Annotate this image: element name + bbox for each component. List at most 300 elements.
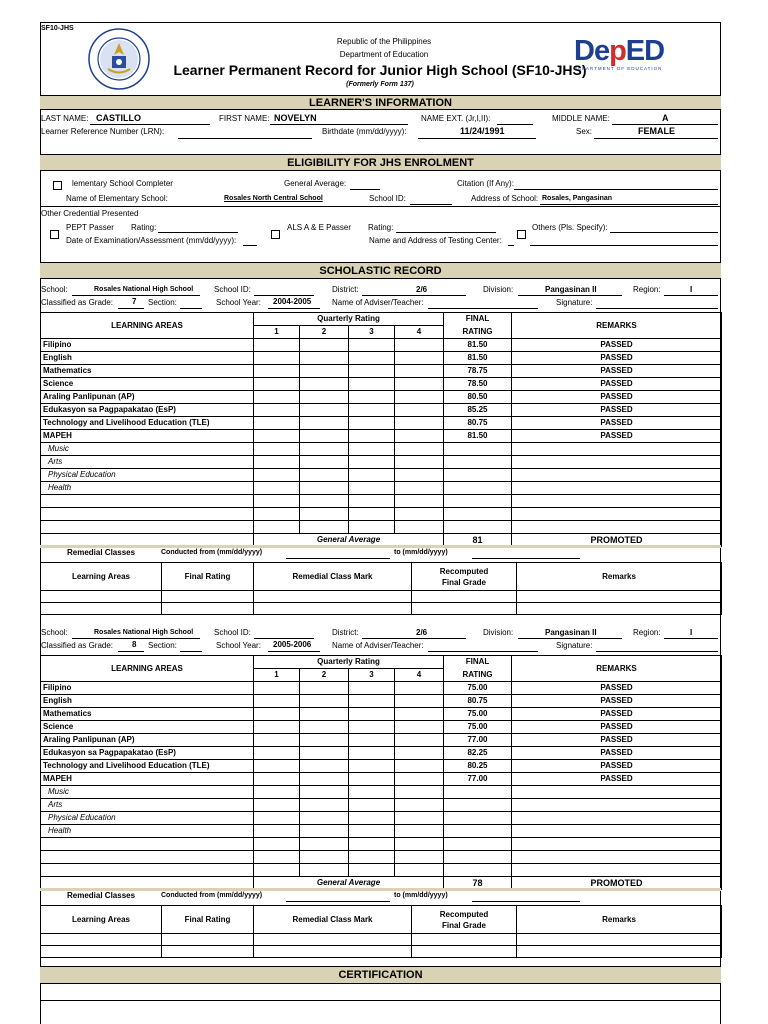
remarks-cell[interactable] bbox=[512, 443, 722, 456]
quarter-grade-cell[interactable] bbox=[254, 417, 300, 430]
quarter-grade-cell[interactable] bbox=[395, 482, 444, 495]
table-row bbox=[41, 825, 722, 838]
quarter-grade-cell[interactable] bbox=[254, 495, 300, 508]
table-row bbox=[41, 365, 722, 378]
remarks-cell[interactable]: PASSED bbox=[512, 682, 722, 695]
school-year-underline bbox=[268, 308, 320, 309]
quarter-grade-cell[interactable] bbox=[349, 430, 395, 443]
grade-value[interactable]: 8 bbox=[132, 640, 137, 649]
remarks-cell[interactable]: PASSED bbox=[512, 417, 722, 430]
first-name-label: FIRST NAME: bbox=[219, 114, 270, 123]
final-rating-cell[interactable]: 80.25 bbox=[444, 760, 512, 773]
quarter-grade-cell[interactable] bbox=[349, 352, 395, 365]
remarks-cell[interactable]: PASSED bbox=[512, 391, 722, 404]
remarks-cell[interactable]: PASSED bbox=[512, 734, 722, 747]
district-value[interactable]: 2/6 bbox=[416, 628, 428, 637]
als-checkbox[interactable] bbox=[271, 230, 280, 239]
classified-label: Classified as Grade: bbox=[41, 298, 114, 307]
quarter-grade-cell[interactable] bbox=[254, 456, 300, 469]
remarks-cell[interactable]: PASSED bbox=[512, 378, 722, 391]
remedial-cell[interactable] bbox=[41, 591, 162, 603]
quarter-grade-cell[interactable] bbox=[349, 864, 395, 877]
general-average-label: General Average bbox=[254, 877, 444, 890]
quarter-grade-cell[interactable] bbox=[300, 760, 349, 773]
quarter-grade-cell[interactable] bbox=[254, 404, 300, 417]
remedial-table bbox=[40, 905, 722, 958]
learning-area-cell: Physical Education bbox=[41, 812, 254, 825]
remarks-cell[interactable] bbox=[512, 456, 722, 469]
final-rating-header-2: RATING bbox=[444, 669, 512, 682]
quarter-grade-cell[interactable] bbox=[395, 521, 444, 534]
quarter-grade-cell[interactable] bbox=[254, 430, 300, 443]
final-rating-cell[interactable]: 80.75 bbox=[444, 417, 512, 430]
certification-header: CERTIFICATION bbox=[40, 966, 721, 984]
remedial-cell[interactable] bbox=[517, 946, 722, 958]
remarks-cell[interactable] bbox=[512, 469, 722, 482]
quarter-grade-cell[interactable] bbox=[254, 864, 300, 877]
final-rating-cell[interactable]: 81.50 bbox=[444, 352, 512, 365]
district-value[interactable]: 2/6 bbox=[416, 285, 428, 294]
quarter-grade-cell[interactable] bbox=[300, 430, 349, 443]
final-rating-cell[interactable] bbox=[444, 812, 512, 825]
remedial-cell[interactable] bbox=[412, 934, 517, 946]
division-value[interactable]: Pangasinan II bbox=[545, 628, 597, 637]
quarter-grade-cell[interactable] bbox=[254, 825, 300, 838]
final-rating-cell[interactable]: 75.00 bbox=[444, 721, 512, 734]
final-rating-cell[interactable]: 77.00 bbox=[444, 773, 512, 786]
quarter-header: 4 bbox=[395, 669, 444, 682]
final-rating-cell[interactable] bbox=[444, 851, 512, 864]
remedial-cell[interactable] bbox=[162, 934, 254, 946]
division-label: Division: bbox=[483, 628, 514, 637]
quarter-grade-cell[interactable] bbox=[300, 695, 349, 708]
table-row bbox=[41, 747, 722, 760]
remedial-classes-label: Remedial Classes bbox=[67, 891, 136, 900]
remarks-cell[interactable] bbox=[512, 825, 722, 838]
quarter-grade-cell[interactable] bbox=[254, 747, 300, 760]
elem-completer-checkbox[interactable] bbox=[53, 181, 62, 190]
final-rating-cell[interactable]: 81.50 bbox=[444, 339, 512, 352]
quarter-grade-cell[interactable] bbox=[300, 851, 349, 864]
quarter-grade-cell[interactable] bbox=[395, 825, 444, 838]
quarter-grade-cell[interactable] bbox=[254, 786, 300, 799]
rem-final-rating-header: Final Rating bbox=[162, 906, 254, 934]
quarter-grade-cell[interactable] bbox=[395, 378, 444, 391]
region-value[interactable]: I bbox=[690, 628, 693, 637]
remedial-cell[interactable] bbox=[162, 591, 254, 603]
quarter-grade-cell[interactable] bbox=[254, 391, 300, 404]
quarter-grade-cell[interactable] bbox=[254, 482, 300, 495]
to-underline bbox=[472, 901, 580, 902]
remarks-header: REMARKS bbox=[512, 313, 722, 339]
general-average-value[interactable]: 78 bbox=[444, 877, 512, 890]
quarter-grade-cell[interactable] bbox=[254, 773, 300, 786]
quarter-grade-cell[interactable] bbox=[254, 469, 300, 482]
quarter-grade-cell[interactable] bbox=[395, 747, 444, 760]
quarter-grade-cell[interactable] bbox=[395, 695, 444, 708]
last-name-label: LAST NAME: bbox=[41, 114, 89, 123]
quarter-grade-cell[interactable] bbox=[254, 812, 300, 825]
quarter-grade-cell[interactable] bbox=[349, 443, 395, 456]
remarks-cell[interactable] bbox=[512, 786, 722, 799]
address-value[interactable]: Rosales, Pangasinan bbox=[542, 195, 613, 202]
quarter-grade-cell[interactable] bbox=[349, 521, 395, 534]
quarter-grade-cell[interactable] bbox=[395, 773, 444, 786]
quarter-grade-cell[interactable] bbox=[349, 682, 395, 695]
quarter-grade-cell[interactable] bbox=[300, 734, 349, 747]
birthdate-value[interactable]: 11/24/1991 bbox=[460, 126, 505, 136]
final-rating-cell[interactable]: 85.25 bbox=[444, 404, 512, 417]
quarter-grade-cell[interactable] bbox=[349, 773, 395, 786]
quarter-grade-cell[interactable] bbox=[254, 378, 300, 391]
quarter-grade-cell[interactable] bbox=[349, 721, 395, 734]
quarter-grade-cell[interactable] bbox=[300, 508, 349, 521]
quarter-grade-cell[interactable] bbox=[254, 682, 300, 695]
remarks-cell[interactable]: PASSED bbox=[512, 695, 722, 708]
quarter-grade-cell[interactable] bbox=[300, 799, 349, 812]
remedial-table bbox=[40, 562, 722, 615]
division-underline bbox=[518, 638, 622, 639]
final-rating-cell[interactable] bbox=[444, 482, 512, 495]
quarter-grade-cell[interactable] bbox=[395, 469, 444, 482]
quarter-grade-cell[interactable] bbox=[254, 339, 300, 352]
quarter-grade-cell[interactable] bbox=[349, 734, 395, 747]
final-rating-cell[interactable] bbox=[444, 786, 512, 799]
table-row bbox=[41, 469, 722, 482]
quarter-grade-cell[interactable] bbox=[300, 482, 349, 495]
quarter-grade-cell[interactable] bbox=[349, 365, 395, 378]
quarter-grade-cell[interactable] bbox=[349, 825, 395, 838]
rem-learning-areas-header: Learning Areas bbox=[41, 906, 162, 934]
conducted-from-label: Conducted from (mm/dd/yyyy) bbox=[161, 892, 263, 899]
final-rating-cell[interactable] bbox=[444, 825, 512, 838]
remarks-cell[interactable] bbox=[512, 482, 722, 495]
quarter-grade-cell[interactable] bbox=[395, 508, 444, 521]
quarter-grade-cell[interactable] bbox=[300, 404, 349, 417]
final-rating-cell[interactable] bbox=[444, 864, 512, 877]
remarks-cell[interactable]: PASSED bbox=[512, 430, 722, 443]
remedial-cell[interactable] bbox=[162, 603, 254, 615]
quarter-grade-cell[interactable] bbox=[254, 851, 300, 864]
section-underline bbox=[180, 308, 202, 309]
quarter-grade-cell[interactable] bbox=[300, 838, 349, 851]
quarter-grade-cell[interactable] bbox=[300, 812, 349, 825]
learning-area-cell: English bbox=[41, 695, 254, 708]
final-rating-cell[interactable] bbox=[444, 495, 512, 508]
quarter-grade-cell[interactable] bbox=[395, 864, 444, 877]
region-underline bbox=[664, 295, 718, 296]
remarks-cell[interactable]: PASSED bbox=[512, 747, 722, 760]
quarter-grade-cell[interactable] bbox=[395, 799, 444, 812]
quarter-grade-cell[interactable] bbox=[254, 508, 300, 521]
remarks-cell[interactable]: PASSED bbox=[512, 721, 722, 734]
quarter-grade-cell[interactable] bbox=[395, 352, 444, 365]
republic-text: Republic of the Philippines bbox=[336, 37, 432, 46]
school-underline bbox=[72, 295, 200, 296]
quarter-grade-cell[interactable] bbox=[349, 799, 395, 812]
quarter-grade-cell[interactable] bbox=[254, 708, 300, 721]
remedial-cell[interactable] bbox=[412, 946, 517, 958]
quarter-grade-cell[interactable] bbox=[300, 773, 349, 786]
remarks-cell[interactable]: PASSED bbox=[512, 365, 722, 378]
quarter-grade-cell[interactable] bbox=[349, 695, 395, 708]
quarter-grade-cell[interactable] bbox=[254, 838, 300, 851]
table-row bbox=[41, 456, 722, 469]
final-rating-cell[interactable] bbox=[444, 469, 512, 482]
grades-header-row bbox=[41, 313, 722, 326]
final-rating-header: FINAL bbox=[444, 313, 512, 326]
quarter-grade-cell[interactable] bbox=[395, 495, 444, 508]
quarter-grade-cell[interactable] bbox=[300, 365, 349, 378]
remarks-cell[interactable]: PASSED bbox=[512, 352, 722, 365]
als-rating-label: Rating: bbox=[368, 223, 394, 232]
learning-area-cell: Science bbox=[41, 378, 254, 391]
remedial-cell[interactable] bbox=[162, 946, 254, 958]
remarks-cell[interactable]: PASSED bbox=[512, 339, 722, 352]
others-label: Others (Pls. Specify): bbox=[532, 223, 608, 232]
quarter-grade-cell[interactable] bbox=[349, 508, 395, 521]
quarter-grade-cell[interactable] bbox=[300, 864, 349, 877]
quarter-grade-cell[interactable] bbox=[300, 391, 349, 404]
remedial-cell[interactable] bbox=[412, 591, 517, 603]
grades-table bbox=[40, 655, 722, 890]
school-value[interactable]: Rosales National High School bbox=[94, 629, 194, 636]
quarter-grade-cell[interactable] bbox=[300, 825, 349, 838]
quarter-grade-cell[interactable] bbox=[349, 708, 395, 721]
remarks-cell[interactable] bbox=[512, 838, 722, 851]
quarter-grade-cell[interactable] bbox=[349, 851, 395, 864]
quarter-grade-cell[interactable] bbox=[349, 760, 395, 773]
quarter-grade-cell[interactable] bbox=[300, 417, 349, 430]
quarter-grade-cell[interactable] bbox=[395, 404, 444, 417]
recomputed-line-2: Final Grade bbox=[441, 577, 486, 587]
quarter-grade-cell[interactable] bbox=[300, 721, 349, 734]
remarks-cell[interactable] bbox=[512, 495, 722, 508]
sex-value[interactable]: FEMALE bbox=[638, 126, 675, 136]
quarter-grade-cell[interactable] bbox=[300, 339, 349, 352]
quarter-grade-cell[interactable] bbox=[300, 495, 349, 508]
table-row bbox=[41, 734, 722, 747]
table-row bbox=[41, 721, 722, 734]
learning-area-cell: Filipino bbox=[41, 682, 254, 695]
remarks-cell[interactable] bbox=[512, 521, 722, 534]
quarter-grade-cell[interactable] bbox=[395, 721, 444, 734]
quarter-grade-cell[interactable] bbox=[395, 365, 444, 378]
table-row bbox=[41, 812, 722, 825]
final-rating-cell[interactable]: 75.00 bbox=[444, 708, 512, 721]
final-rating-header-2: RATING bbox=[444, 326, 512, 339]
quarter-grade-cell[interactable] bbox=[349, 404, 395, 417]
general-average-remark[interactable]: PROMOTED bbox=[512, 534, 722, 547]
quarter-grade-cell[interactable] bbox=[254, 365, 300, 378]
remarks-cell[interactable] bbox=[512, 851, 722, 864]
signature-underline bbox=[596, 651, 718, 652]
remarks-cell[interactable]: PASSED bbox=[512, 404, 722, 417]
quarter-grade-cell[interactable] bbox=[395, 443, 444, 456]
school-id-label: School ID: bbox=[214, 628, 251, 637]
school-year-value[interactable]: 2005-2006 bbox=[273, 640, 312, 649]
remedial-divider bbox=[40, 545, 721, 548]
learning-areas-header: LEARNING AREAS bbox=[41, 656, 254, 682]
quarter-grade-cell[interactable] bbox=[395, 682, 444, 695]
quarter-grade-cell[interactable] bbox=[395, 734, 444, 747]
school-value[interactable]: Rosales National High School bbox=[94, 286, 194, 293]
quarter-grade-cell[interactable] bbox=[300, 682, 349, 695]
lrn-label: Learner Reference Number (LRN): bbox=[41, 127, 165, 136]
school-year-label: School Year: bbox=[216, 298, 261, 307]
learning-area-cell: Edukasyon sa Pagpapakatao (EsP) bbox=[41, 747, 254, 760]
elem-school-label: Name of Elementary School: bbox=[66, 194, 168, 203]
remedial-divider bbox=[40, 888, 721, 891]
final-rating-cell[interactable]: 82.25 bbox=[444, 747, 512, 760]
final-rating-cell[interactable] bbox=[444, 521, 512, 534]
remedial-cell[interactable] bbox=[517, 934, 722, 946]
remedial-row bbox=[41, 946, 722, 958]
school-year-value[interactable]: 2004-2005 bbox=[273, 297, 312, 306]
remarks-cell[interactable] bbox=[512, 799, 722, 812]
elem-school-value[interactable]: Rosales North Central School bbox=[224, 195, 323, 202]
quarter-grade-cell[interactable] bbox=[300, 443, 349, 456]
quarter-grade-cell[interactable] bbox=[395, 430, 444, 443]
quarter-grade-cell[interactable] bbox=[349, 391, 395, 404]
quarter-grade-cell[interactable] bbox=[254, 521, 300, 534]
quarter-grade-cell[interactable] bbox=[254, 799, 300, 812]
quarter-grade-cell[interactable] bbox=[349, 456, 395, 469]
quarter-grade-cell[interactable] bbox=[300, 786, 349, 799]
quarter-grade-cell[interactable] bbox=[300, 378, 349, 391]
als-label: ALS A & E Passer bbox=[287, 223, 352, 232]
quarter-grade-cell[interactable] bbox=[395, 391, 444, 404]
recomputed-line-1: Recomputed bbox=[439, 566, 489, 576]
last-name-value[interactable]: CASTILLO bbox=[96, 113, 141, 123]
quarter-grade-cell[interactable] bbox=[395, 838, 444, 851]
quarter-grade-cell[interactable] bbox=[349, 378, 395, 391]
quarter-grade-cell[interactable] bbox=[300, 747, 349, 760]
division-value[interactable]: Pangasinan II bbox=[545, 285, 597, 294]
conducted-from-underline bbox=[286, 901, 390, 902]
quarter-grade-cell[interactable] bbox=[395, 851, 444, 864]
quarter-grade-cell[interactable] bbox=[395, 708, 444, 721]
quarter-grade-cell[interactable] bbox=[395, 760, 444, 773]
final-rating-cell[interactable]: 81.50 bbox=[444, 430, 512, 443]
to-label: to (mm/dd/yyyy) bbox=[394, 549, 448, 556]
conducted-from-label: Conducted from (mm/dd/yyyy) bbox=[161, 549, 263, 556]
general-average-remark[interactable]: PROMOTED bbox=[512, 877, 722, 890]
quarter-grade-cell[interactable] bbox=[349, 417, 395, 430]
pept-rating-label: Rating: bbox=[131, 223, 157, 232]
grades-header-row bbox=[41, 656, 722, 669]
final-rating-cell[interactable] bbox=[444, 508, 512, 521]
remedial-cell[interactable] bbox=[41, 946, 162, 958]
quarter-grade-cell[interactable] bbox=[254, 352, 300, 365]
others-checkbox[interactable] bbox=[517, 230, 526, 239]
middle-name-value[interactable]: A bbox=[662, 113, 669, 123]
first-name-value[interactable]: NOVELYN bbox=[274, 113, 317, 123]
final-rating-cell[interactable] bbox=[444, 456, 512, 469]
quarter-grade-cell[interactable] bbox=[254, 760, 300, 773]
sex-label: Sex: bbox=[576, 127, 593, 136]
remedial-cell[interactable] bbox=[254, 946, 412, 958]
general-average-value[interactable]: 81 bbox=[444, 534, 512, 547]
remarks-cell[interactable] bbox=[512, 508, 722, 521]
quarter-grade-cell[interactable] bbox=[300, 456, 349, 469]
department-text: Department of Education bbox=[339, 50, 429, 59]
region-value[interactable]: I bbox=[690, 285, 693, 294]
quarter-grade-cell[interactable] bbox=[349, 482, 395, 495]
final-rating-cell[interactable]: 77.00 bbox=[444, 734, 512, 747]
quarter-grade-cell[interactable] bbox=[300, 521, 349, 534]
quarter-grade-cell[interactable] bbox=[254, 734, 300, 747]
remedial-cell[interactable] bbox=[41, 603, 162, 615]
quarter-grade-cell[interactable] bbox=[395, 456, 444, 469]
quarter-grade-cell[interactable] bbox=[349, 747, 395, 760]
final-rating-cell[interactable]: 75.00 bbox=[444, 682, 512, 695]
quarter-grade-cell[interactable] bbox=[254, 721, 300, 734]
remarks-cell[interactable] bbox=[512, 812, 722, 825]
quarter-grade-cell[interactable] bbox=[349, 469, 395, 482]
section-underline bbox=[180, 651, 202, 652]
quarter-grade-cell[interactable] bbox=[300, 352, 349, 365]
region-label: Region: bbox=[633, 285, 661, 294]
quarter-grade-cell[interactable] bbox=[254, 443, 300, 456]
exam-date-label: Date of Examination/Assessment (mm/dd/yyyy): bbox=[66, 236, 237, 245]
final-rating-cell[interactable]: 78.50 bbox=[444, 378, 512, 391]
quarter-grade-cell[interactable] bbox=[300, 469, 349, 482]
quarter-grade-cell[interactable] bbox=[254, 695, 300, 708]
final-rating-cell[interactable] bbox=[444, 838, 512, 851]
final-rating-cell[interactable] bbox=[444, 443, 512, 456]
remedial-cell[interactable] bbox=[254, 603, 412, 615]
remedial-cell[interactable] bbox=[517, 591, 722, 603]
remarks-cell[interactable]: PASSED bbox=[512, 773, 722, 786]
learning-area-cell: Araling Panlipunan (AP) bbox=[41, 391, 254, 404]
rem-class-mark-header: Remedial Class Mark bbox=[254, 563, 412, 591]
remedial-cell[interactable] bbox=[41, 934, 162, 946]
final-rating-cell[interactable] bbox=[444, 799, 512, 812]
learning-area-cell bbox=[41, 508, 254, 521]
adviser-label: Name of Adviser/Teacher: bbox=[332, 298, 424, 307]
quarter-grade-cell[interactable] bbox=[395, 339, 444, 352]
quarter-grade-cell[interactable] bbox=[349, 339, 395, 352]
elem-completer-label: lementary School Completer bbox=[72, 179, 173, 188]
table-row bbox=[41, 708, 722, 721]
final-rating-cell[interactable]: 80.50 bbox=[444, 391, 512, 404]
rem-remarks-header: Remarks bbox=[517, 906, 722, 934]
eligibility-header: ELIGIBILITY FOR JHS ENROLMENT bbox=[40, 154, 721, 171]
quarter-grade-cell[interactable] bbox=[395, 417, 444, 430]
quarter-grade-cell[interactable] bbox=[300, 708, 349, 721]
remarks-cell[interactable]: PASSED bbox=[512, 760, 722, 773]
remarks-cell[interactable] bbox=[512, 864, 722, 877]
quarter-grade-cell[interactable] bbox=[395, 786, 444, 799]
learning-area-cell: Health bbox=[41, 482, 254, 495]
remedial-cell[interactable] bbox=[412, 603, 517, 615]
quarter-grade-cell[interactable] bbox=[349, 812, 395, 825]
grade-value[interactable]: 7 bbox=[132, 297, 137, 306]
remedial-cell[interactable] bbox=[254, 591, 412, 603]
pept-checkbox[interactable] bbox=[50, 230, 59, 239]
final-rating-cell[interactable]: 78.75 bbox=[444, 365, 512, 378]
quarter-grade-cell[interactable] bbox=[349, 786, 395, 799]
remedial-cell[interactable] bbox=[254, 934, 412, 946]
quarter-grade-cell[interactable] bbox=[349, 838, 395, 851]
remarks-cell[interactable]: PASSED bbox=[512, 708, 722, 721]
quarter-grade-cell[interactable] bbox=[349, 495, 395, 508]
remedial-cell[interactable] bbox=[517, 603, 722, 615]
final-rating-cell[interactable]: 80.75 bbox=[444, 695, 512, 708]
quarter-grade-cell[interactable] bbox=[395, 812, 444, 825]
learning-area-cell: Edukasyon sa Pagpapakatao (EsP) bbox=[41, 404, 254, 417]
